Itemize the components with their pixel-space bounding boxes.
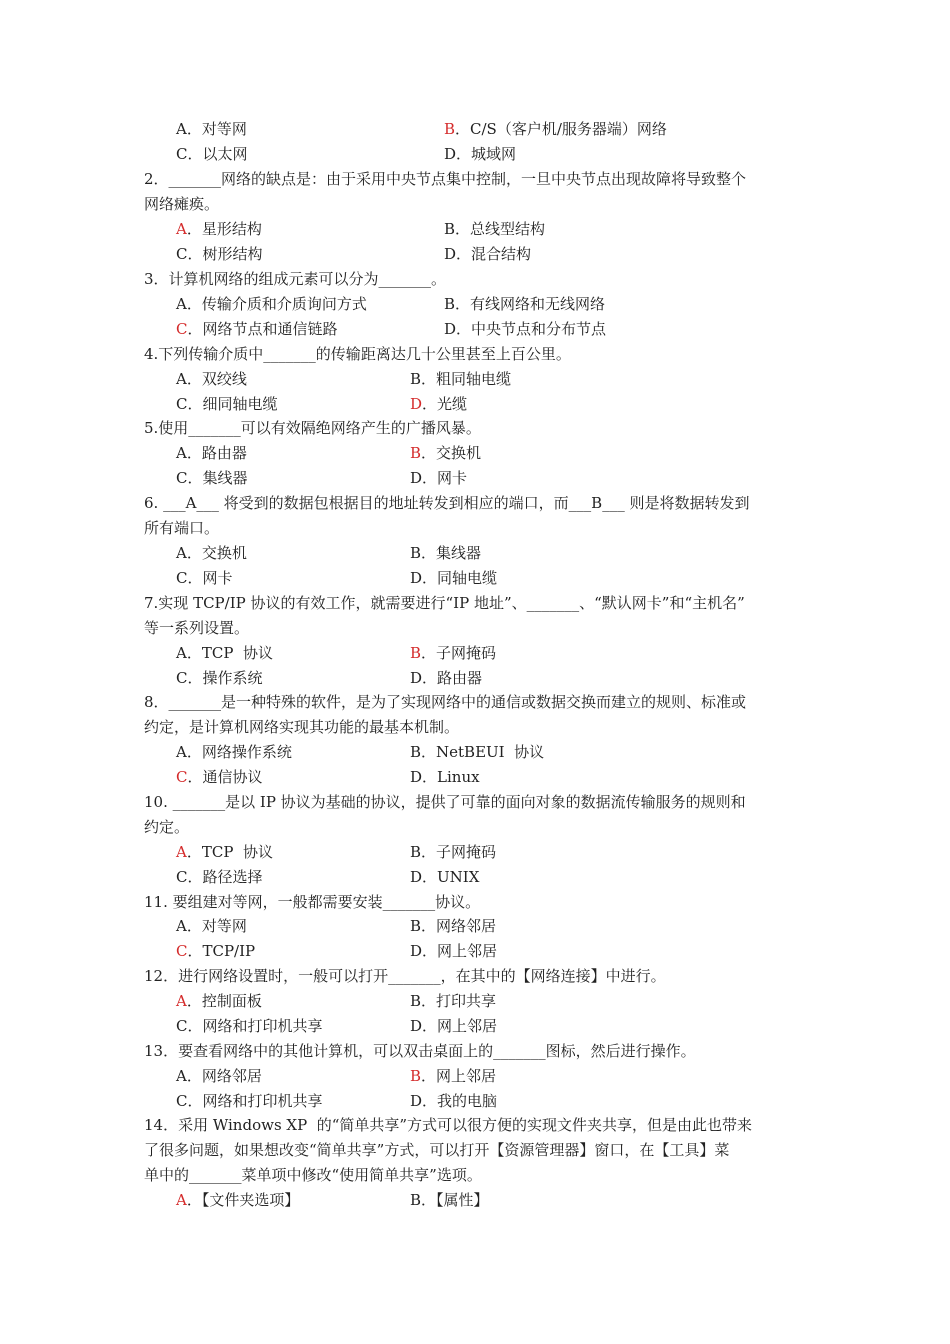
option-text: ．【文件夹选项】: [186, 1191, 300, 1209]
option-text: ．同轴电缆: [422, 568, 498, 587]
option-letter: C: [176, 568, 188, 587]
option-letter: D: [410, 468, 423, 487]
answer-option: [410, 641, 496, 665]
answer-option: [176, 117, 247, 141]
question-stem-line: 约定，是计算机网络实现其功能的最基本机制。: [144, 717, 460, 736]
option-letter: D: [410, 568, 423, 587]
option-letter: D: [444, 244, 457, 263]
answer-option: [176, 865, 263, 889]
option-text: ．粗同轴电缆: [421, 370, 512, 388]
option-letter: D: [444, 144, 457, 163]
question-stem-line: 单中的_______菜单项中修改“使用简单共享”选项。: [144, 1165, 482, 1184]
option-letter: D: [410, 668, 423, 687]
answer-option: [176, 914, 247, 938]
option-text: ．NetBEUI 协议: [421, 743, 545, 761]
answer-option: [176, 1089, 323, 1113]
option-text: ．打印共享: [421, 992, 497, 1010]
option-text: ．网上邻居: [422, 1016, 498, 1035]
option-text: ．控制面板: [186, 992, 262, 1010]
option-text: ．网络邻居: [421, 917, 497, 935]
option-text: ．城域网: [456, 144, 517, 163]
option-text: ．UNIX: [422, 867, 480, 886]
option-text: ．TCP/IP: [187, 941, 256, 960]
option-letter: C: [176, 1016, 188, 1035]
option-letter: A: [176, 295, 187, 313]
option-letter: C: [176, 144, 188, 163]
option-letter-correct: B: [410, 1067, 422, 1085]
answer-option: [410, 1188, 489, 1212]
question-stem-line: 网络瘫痪。: [144, 194, 220, 213]
answer-option: [410, 914, 496, 938]
answer-option: [444, 142, 516, 166]
option-text: ．网卡: [187, 568, 233, 587]
option-letter: A: [176, 370, 187, 388]
question-stem-line: 2．_______网络的缺点是：由于采用中央节点集中控制，一旦中央节点出现故障将导致整个: [144, 170, 747, 188]
option-letter: D: [410, 867, 423, 886]
answer-option: [176, 392, 278, 416]
question-stem-line: 所有端口。: [144, 518, 220, 537]
option-letter-correct: A: [176, 220, 187, 238]
question-stem-line: 等一系列设置。: [144, 618, 250, 637]
option-letter-correct: C: [176, 767, 188, 786]
answer-option: [176, 317, 338, 341]
answer-option: [410, 1014, 497, 1038]
option-letter: B: [410, 917, 422, 935]
option-text: ．网络邻居: [186, 1067, 262, 1085]
option-letter: A: [176, 120, 187, 138]
answer-option: [176, 441, 247, 465]
answer-option: [410, 466, 467, 490]
option-text: ．路径选择: [187, 867, 263, 886]
option-letter: B: [410, 743, 422, 761]
option-text: ．网络和打印机共享: [187, 1091, 323, 1110]
answer-option: [410, 541, 481, 565]
question-stem-line: 12．进行网络设置时，一般可以打开_______，在其中的【网络连接】中进行。: [144, 967, 666, 985]
answer-option: [410, 367, 511, 391]
option-text: ．星形结构: [186, 220, 262, 238]
answer-option: [410, 989, 496, 1013]
option-text: ．路由器: [422, 668, 483, 687]
question-stem-line: 10. _______是以 IP 协议为基础的协议，提供了可靠的面向对象的数据流传输服务的规则和: [144, 793, 746, 811]
option-letter: C: [176, 1091, 188, 1110]
answer-option: [176, 1188, 299, 1212]
option-letter: B: [410, 992, 422, 1010]
option-letter: C: [176, 468, 188, 487]
answer-option: [410, 566, 497, 590]
answer-option: [444, 117, 667, 141]
question-stem-line: 13．要查看网络中的其他计算机，可以双击桌面上的_______图标，然后进行操作。: [144, 1042, 696, 1060]
answer-option: [410, 765, 480, 789]
option-letter: C: [176, 394, 188, 413]
option-text: ．集线器: [421, 544, 482, 562]
answer-option: [176, 541, 247, 565]
option-letter: D: [410, 1091, 423, 1110]
option-letter: C: [176, 867, 188, 886]
answer-option: [410, 392, 467, 416]
option-text: ．子网掩码: [421, 644, 497, 662]
question-stem-line: 7.实现 TCP/IP 协议的有效工作，就需要进行“IP 地址”、_______、“默认网卡”和“主机名”: [144, 594, 745, 612]
answer-option: [444, 317, 606, 341]
answer-option: [176, 292, 367, 316]
option-text: ．【属性】: [421, 1191, 489, 1209]
option-letter: D: [410, 941, 423, 960]
answer-option: [444, 292, 605, 316]
option-text: ．网络节点和通信链路: [187, 319, 338, 338]
option-text: ．总线型结构: [455, 220, 546, 238]
option-letter: A: [176, 544, 187, 562]
option-letter: A: [176, 644, 187, 662]
answer-option: [410, 441, 481, 465]
option-text: ．集线器: [187, 468, 248, 487]
option-letter-correct: C: [176, 319, 188, 338]
option-letter-correct: A: [176, 843, 187, 861]
option-text: ．网上邻居: [422, 941, 498, 960]
answer-option: [410, 740, 544, 764]
option-text: ．混合结构: [456, 244, 532, 263]
option-text: ．细同轴电缆: [187, 394, 278, 413]
answer-option: [410, 939, 497, 963]
option-letter-correct: B: [444, 120, 456, 138]
answer-option: [176, 740, 292, 764]
answer-option: [410, 1064, 496, 1088]
option-text: ．网络操作系统: [186, 743, 292, 761]
option-letter: B: [410, 843, 422, 861]
question-stem-line: 约定。: [144, 817, 190, 836]
question-stem-line: 6. ___A___ 将受到的数据包根据目的地址转发到相应的端口，而___B___ 则是将数据转发到: [144, 494, 750, 512]
option-text: ．网卡: [422, 468, 468, 487]
option-text: ．TCP 协议: [186, 843, 273, 861]
option-text: ．我的电脑: [422, 1091, 498, 1110]
option-letter: B: [410, 1191, 422, 1209]
answer-option: [176, 1014, 323, 1038]
option-text: ．路由器: [186, 444, 247, 462]
option-text: ．网络和打印机共享: [187, 1016, 323, 1035]
option-letter: A: [176, 444, 187, 462]
answer-option: [176, 217, 262, 241]
option-letter: D: [444, 319, 457, 338]
option-text: ．通信协议: [187, 767, 263, 786]
option-letter-correct: C: [176, 941, 188, 960]
option-letter: A: [176, 743, 187, 761]
answer-option: [176, 840, 273, 864]
question-stem-line: 3．计算机网络的组成元素可以分为_______。: [144, 270, 447, 288]
answer-option: [410, 1089, 497, 1113]
question-stem-line: 11. 要组建对等网，一般都需要安装_______协议。: [144, 893, 481, 911]
question-stem-line: 4.下列传输介质中_______的传输距离达几十公里甚至上百公里。: [144, 345, 571, 363]
answer-option: [176, 466, 248, 490]
option-letter: D: [410, 1016, 423, 1035]
option-text: ．子网掩码: [421, 843, 497, 861]
option-letter-correct: D: [410, 394, 423, 413]
answer-option: [176, 641, 273, 665]
option-letter: A: [176, 1067, 187, 1085]
option-text: ．树形结构: [187, 244, 263, 263]
answer-option: [410, 840, 496, 864]
answer-option: [176, 242, 263, 266]
option-letter: D: [410, 767, 423, 786]
option-letter: B: [444, 220, 456, 238]
option-letter: B: [410, 544, 422, 562]
answer-option: [176, 666, 263, 690]
option-text: ．操作系统: [187, 668, 263, 687]
option-text: ．TCP 协议: [186, 644, 273, 662]
answer-option: [410, 865, 479, 889]
option-letter: B: [444, 295, 456, 313]
answer-option: [176, 142, 248, 166]
answer-option: [176, 989, 262, 1013]
option-text: ．交换机: [186, 544, 247, 562]
option-letter: C: [176, 668, 188, 687]
option-text: ．双绞线: [186, 370, 247, 388]
option-text: ．对等网: [186, 120, 247, 138]
option-letter-correct: B: [410, 444, 422, 462]
answer-option: [176, 367, 247, 391]
answer-option: [176, 566, 233, 590]
option-letter-correct: A: [176, 992, 187, 1010]
option-text: ．交换机: [421, 444, 482, 462]
answer-option: [176, 765, 263, 789]
option-text: ．C/S（客户机/服务器端）网络: [455, 120, 667, 138]
option-text: ．有线网络和无线网络: [455, 295, 606, 313]
answer-option: [176, 939, 255, 963]
answer-option: [176, 1064, 262, 1088]
option-letter-correct: B: [410, 644, 422, 662]
question-stem-line: 5.使用_______可以有效隔绝网络产生的广播风暴。: [144, 419, 481, 437]
option-text: ．光缆: [422, 394, 468, 413]
answer-option: [444, 242, 531, 266]
answer-option: [444, 217, 545, 241]
option-letter-correct: A: [176, 1191, 187, 1209]
option-text: ．传输介质和介质询问方式: [186, 295, 367, 313]
option-letter: B: [410, 370, 422, 388]
answer-option: [410, 666, 482, 690]
option-text: ．对等网: [186, 917, 247, 935]
option-letter: C: [176, 244, 188, 263]
option-text: ．Linux: [422, 767, 480, 786]
option-text: ．网上邻居: [421, 1067, 497, 1085]
question-stem-line: 了很多问题，如果想改变“简单共享”方式，可以打开【资源管理器】窗口，在【工具】菜: [144, 1140, 730, 1159]
question-stem-line: 8．_______是一种特殊的软件，是为了实现网络中的通信或数据交换而建立的规则、标准或: [144, 693, 747, 711]
option-letter: A: [176, 917, 187, 935]
option-text: ．以太网: [187, 144, 248, 163]
question-stem-line: 14．采用 Windows XP 的“简单共享”方式可以很方便的实现文件夹共享，但是由此也带来: [144, 1116, 753, 1134]
option-text: ．中央节点和分布节点: [456, 319, 607, 338]
